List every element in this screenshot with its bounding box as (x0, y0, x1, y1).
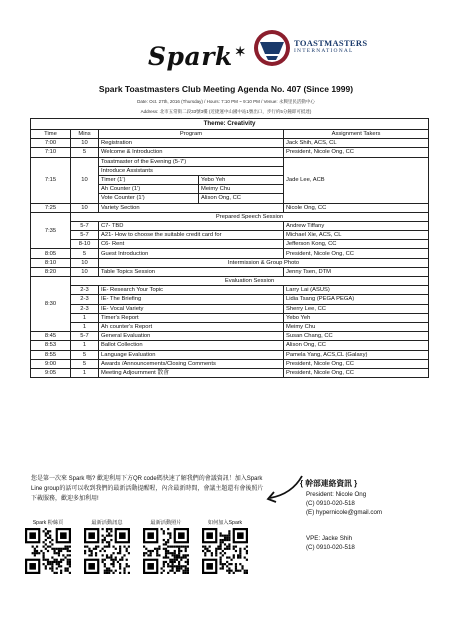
page-title: Spark Toastmasters Club Meeting Agenda No. 407 (Since 1999) (98, 84, 354, 94)
date-line: Date: Oct. 27th, 2016 (Thursday) / Hours: 7:10 PM ~ 9:10 PM / Venue: 永興里民活動中心 (137, 99, 315, 104)
table-row: 7:00 10 Registration Jack Shih, ACS, CL (31, 139, 429, 148)
qr-label-events: 最新活動訊息 (91, 520, 123, 526)
toastmasters-logo-icon (252, 28, 292, 68)
table-row: 2-3 IE- Vocal Variety Sherry Lee, CC (31, 304, 429, 313)
table-row: 8:55 5 Language Evaluation Pamela Yang, ACS,CL (Galaxy) (31, 350, 429, 359)
table-row: Timer (1') Yebo Yeh (31, 175, 429, 184)
contacts-heading: { 幹部連絡資訊 } (300, 479, 358, 488)
table-row: Vote Counter (1') Alison Ong, CC (31, 194, 429, 203)
qr-code-join-icon[interactable] (202, 528, 248, 574)
prepared-speech-header: Prepared Speech Session (71, 212, 429, 221)
table-row: 9:00 5 Awards /Announcements/Closing Comments President, Nicole Ong, CC (31, 359, 429, 368)
toastmasters-wordmark: TOASTMASTERS INTERNATIONAL (294, 38, 368, 54)
table-row: 2-3 IE- Research Your Topic Larry Lai (ASUS) (31, 286, 429, 295)
toe-time: 7:15 (31, 157, 71, 203)
table-row: 8:45 5-7 General Evaluation Susan Chang, CC (31, 332, 429, 341)
evaluation-time: 8:30 (31, 277, 71, 332)
table-row: 8:20 10 Table Topics Session Jenny Tsen, DTM (31, 267, 429, 276)
president-contact: President: Nicole Ong (C) 0910-020-518 (E) hypernicole@gmail.com (306, 491, 383, 517)
table-header-row (31, 130, 429, 139)
table-row: 1 Ah counter's Report Meimy Chu (31, 322, 429, 331)
table-row: 7:10 5 Welcome & Introduction President, Nicole Ong, CC (31, 148, 429, 157)
qr-code-events-icon[interactable] (84, 528, 130, 574)
agenda-table (30, 118, 429, 378)
table-row: 8:53 1 Ballot Collection Alison Ong, CC (31, 341, 429, 350)
col-header-takers: Assignment Takers (284, 130, 429, 139)
qr-code-photos-icon[interactable] (143, 528, 189, 574)
prepared-time: 7:35 (31, 212, 71, 249)
table-row: 7:25 10 Variety Section Nicole Ong, CC (31, 203, 429, 212)
qr-label-photos: 最新活動照片 (150, 520, 182, 526)
toe-mins: 10 (71, 157, 99, 203)
qr-label-join: 如何加入Spark (207, 520, 243, 526)
section-row (31, 212, 429, 221)
table-row: Introduce Assistants (31, 166, 429, 175)
table-row: Ah Counter (1') Meimy Chu (31, 185, 429, 194)
table-row: 2-3 IE- The Briefing Lidia Tsang (PEGA PEGA) (31, 295, 429, 304)
welcome-notice: 您是第一次來 Spark 嗎? 歡迎利用下方QR code碼快速了解我們的會議資訊！加入Spark Line group的話可以收到我們的最新活動提醒喔，內含最新時間，會議主題還有會後照片下載服務，歡迎多加利用! (31, 476, 264, 502)
col-header-program: Program (99, 130, 284, 139)
table-row: 7:15 10 Toastmaster of the Evening (5-7') Jade Lee, ACB (31, 157, 429, 166)
table-row: 1 Timer's Report Yebo Yeh (31, 313, 429, 322)
table-row: 5-7 A21- How to choose the suitable credit card for Michael Xie, ACS, CL (31, 231, 429, 240)
intermission-label: Intermission & Group Photo (99, 258, 429, 267)
vpe-contact: VPE: Jacke Shih (C) 0910-020-518 (306, 535, 355, 552)
qr-code-fanpage-icon[interactable] (25, 528, 71, 574)
table-row: 8:10 10 Intermission & Group Photo (31, 258, 429, 267)
address-line: Address: 北市五常街二段33號3樓 (近捷運中山國中站1號出口，步行約5分鐘即可抵達) (140, 109, 312, 114)
qr-label-fanpage: Spark 粉絲頁 (32, 520, 64, 526)
toe-taker: Jade Lee, ACB (284, 157, 429, 203)
table-row: 5-7 C7- TBD Andrew Tiffany (31, 221, 429, 230)
col-header-time: Time (31, 130, 71, 139)
evaluation-session-header: Evaluation Session (71, 277, 429, 286)
section-row (31, 277, 429, 286)
spark-logo: Spark ✶ (148, 42, 247, 71)
col-header-mins: Mins (71, 130, 99, 139)
theme-row: Theme: Creativity (31, 119, 429, 130)
table-row: 9:05 1 Meeting Adjournment 散會 President, Nicole Ong, CC (31, 368, 429, 377)
table-row: 8:05 5 Guest Introduction President, Nicole Ong, CC (31, 249, 429, 258)
table-row: 8-10 C6- Rent Jefferson Kong, CC (31, 240, 429, 249)
